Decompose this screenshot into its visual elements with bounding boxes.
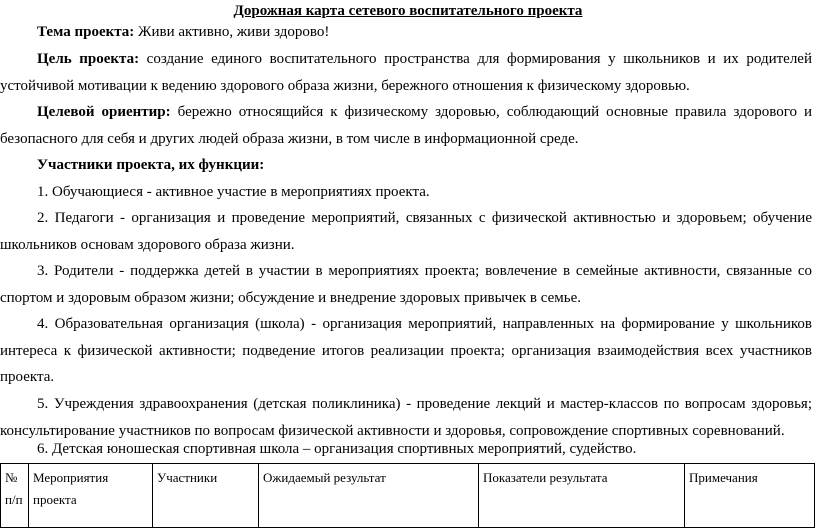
table-header-row: [1, 464, 815, 528]
participant-item-students: 1. Обучающиеся - активное участие в мероприятиях проекта.: [37, 184, 430, 200]
roadmap-table: [0, 463, 815, 528]
project-topic: [0, 19, 812, 46]
table-header-result-indicators: Показатели результата: [479, 464, 685, 528]
project-goal-text: создание единого воспитательного пространства для формирования у школьников и их родителей устойчивой мотивации к ведению здорового образа жизни, бережного отношения к физическому здоровью.: [0, 51, 812, 94]
document-title: Дорожная карта сетевого воспитательного проекта: [233, 3, 583, 19]
participant-item-sports-school: 6. Детская юношеская спортивная школа – организация спортивных мероприятий, судейство.: [37, 441, 637, 457]
table-header-events: Мероприятия проекта: [29, 464, 153, 528]
project-target: [0, 99, 812, 152]
table-header-expected-result: Ожидаемый результат: [259, 464, 479, 528]
table-header-number: № п/п: [1, 464, 29, 528]
table-header-notes: Примечания: [685, 464, 815, 528]
project-topic-label: Тема проекта:: [37, 24, 135, 40]
participant-item-school: 4. Образовательная организация (школа) - организация мероприятий, направленных на формирование у школьников интереса к физической активности; подведение итогов реализации проекта; организация взаимодействия всех участников проекта.: [0, 316, 812, 385]
participant-item-parents: 3. Родители - поддержка детей в участии в мероприятиях проекта; вовлечение в семейные активности, связанные со спортом и здоровым образом жизни; обсуждение и внедрение здоровых привычек в семье.: [0, 263, 812, 306]
project-target-label: Целевой ориентир:: [37, 104, 171, 120]
participant-item-healthcare: 5. Учреждения здравоохранения (детская поликлиника) - проведение лекций и мастер-классов по вопросам здоровья; консультирование участников по вопросам физической активности и здоровья, сопровождение спортивных соревнований.: [0, 396, 812, 439]
project-goal-label: Цель проекта:: [37, 51, 140, 67]
participants-heading: Участники проекта, их функции:: [37, 157, 265, 173]
project-topic-text: Живи активно, живи здорово!: [134, 24, 330, 40]
project-target-text: бережно относящийся к физическому здоровью, соблюдающий основные правила здорового и безопасного для себя и других людей образа жизни, в том числе в информационной среде.: [0, 104, 812, 147]
project-goal: [0, 46, 812, 99]
participant-item-teachers: 2. Педагоги - организация и проведение мероприятий, связанных с физической активностью и здоровьем; обучение школьников основам здорового образа жизни.: [0, 210, 812, 253]
table-header-participants: Участники: [153, 464, 259, 528]
